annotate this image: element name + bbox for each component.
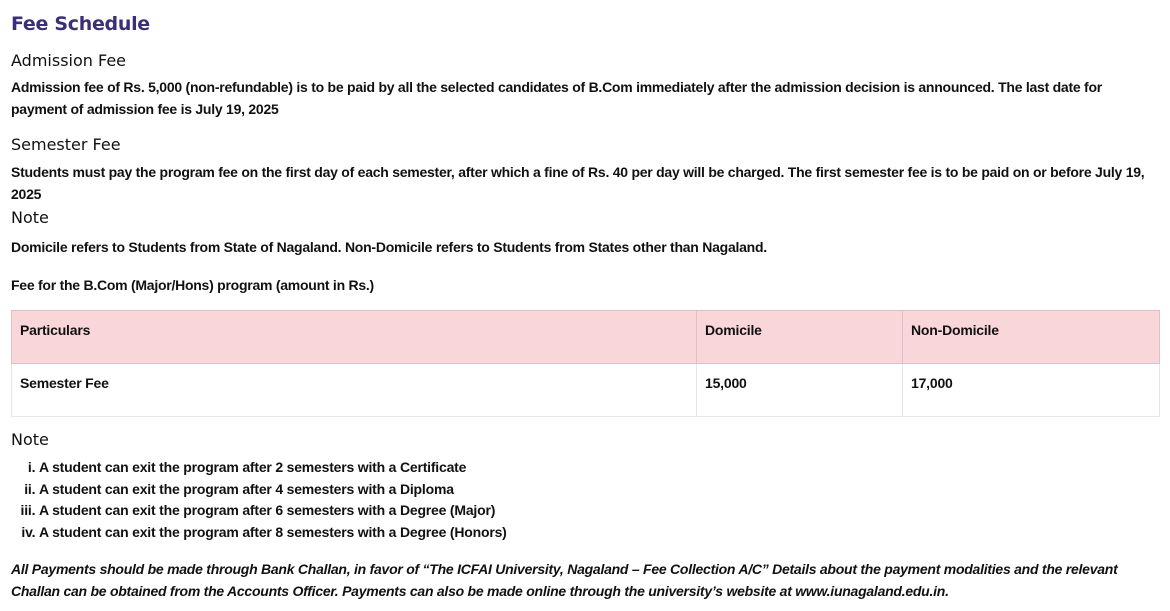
fee-table-caption: Fee for the B.Com (Major/Hons) program (amount in Rs.) (11, 277, 374, 293)
admission-fee-heading: Admission Fee (11, 51, 126, 70)
admission-fee-text: Admission fee of Rs. 5,000 (non-refundable) is to be paid by all the selected candidates of B.Com immediately after the admission decision is announced. The last date for payment of admission fee is July 19, 2025 (11, 79, 1102, 117)
cell-particulars: Semester Fee (12, 364, 697, 417)
table-row (12, 364, 1160, 417)
list-item: ii. A student can exit the program after 4 semesters with a Diploma (39, 479, 507, 501)
semester-fee-text: Students must pay the program fee on the first day of each semester, after which a fine of Rs. 40 per day will be charged. The first semester fee is to be paid on or before July 19, 2025 (11, 164, 1145, 202)
header-non-domicile: Non-Domicile (903, 311, 1160, 364)
cell-non-domicile: 17,000 (903, 364, 1160, 417)
note-heading: Note (11, 208, 49, 227)
header-particulars: Particulars (12, 311, 697, 364)
list-item: iii. A student can exit the program after 6 semesters with a Degree (Major) (39, 500, 507, 522)
table-header-row (12, 311, 1160, 364)
cell-domicile: 15,000 (697, 364, 903, 417)
exit-note-heading: Note (11, 430, 49, 449)
exit-options-list (11, 457, 507, 543)
list-item: iv. A student can exit the program after 8 semesters with a Degree (Honors) (39, 522, 507, 544)
header-domicile: Domicile (697, 311, 903, 364)
list-item: i. A student can exit the program after 2 semesters with a Certificate (39, 457, 507, 479)
fee-table (11, 310, 1160, 417)
page-title: Fee Schedule (11, 13, 150, 35)
semester-fee-heading: Semester Fee (11, 135, 121, 154)
payment-info-text: All Payments should be made through Bank Challan, in favor of “The ICFAI University, Nagaland – Fee Collection A/C” Details about the payment modalities and the relevant Challan can be obtained from the Accounts Officer. Payments can also be made online through the university’s website at www.iunagaland.edu.in. (11, 561, 1118, 599)
domicile-note-text: Domicile refers to Students from State of Nagaland. Non-Domicile refers to Students from States other than Nagaland. (11, 239, 767, 255)
